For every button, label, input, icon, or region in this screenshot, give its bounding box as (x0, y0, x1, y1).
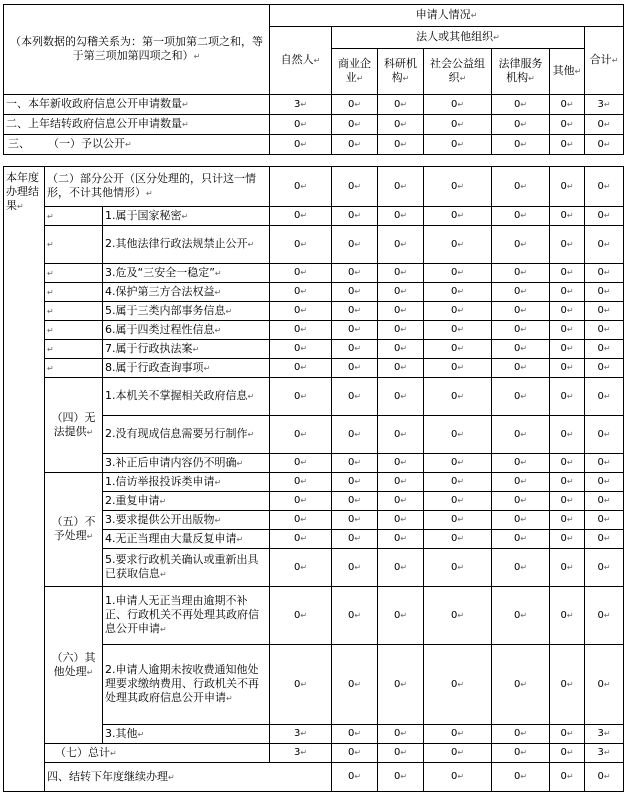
cell: 0 ↵ (332, 378, 378, 416)
cell: 0 ↵ (424, 763, 492, 792)
cell: 0 ↵ (270, 167, 332, 207)
cell: 0 ↵ (492, 511, 550, 530)
cell: 0 ↵ (378, 511, 424, 530)
cell: 0 ↵ (585, 454, 624, 473)
row-label: （二）部分公开（区分处理的，只计这一情形，不计其他情形） ↵ (45, 167, 270, 207)
cell: 0 ↵ (332, 511, 378, 530)
cell: 0 ↵ (550, 645, 585, 725)
cell: 0 ↵ (550, 511, 585, 530)
cell: 0 ↵ (492, 473, 550, 492)
row-label: 8.属于行政查询事项 ↵ (103, 359, 270, 378)
cell: 0 ↵ (332, 763, 378, 792)
cell: 0 ↵ (424, 302, 492, 321)
cell: 0 ↵ (585, 511, 624, 530)
group-label: （六）其他处理 ↵ (45, 587, 103, 744)
cell: 0 ↵ (424, 744, 492, 763)
col-legal-service: 法律服务机构 ↵ (492, 49, 550, 95)
cell: 0 ↵ (424, 645, 492, 725)
cell: 0 ↵ (550, 135, 585, 155)
cell: 0 ↵ (492, 492, 550, 511)
cell: 0 ↵ (585, 473, 624, 492)
cell: 0 ↵ (378, 167, 424, 207)
cell: 0 ↵ (424, 725, 492, 744)
cell: 0 ↵ (492, 725, 550, 744)
table-row (4, 135, 624, 155)
cell: 0 ↵ (378, 264, 424, 283)
cell: 3 ↵ (270, 95, 332, 115)
table-row (4, 587, 624, 645)
col-natural-person: 自然人 ↵ (270, 27, 332, 95)
cell: 0 ↵ (550, 264, 585, 283)
cell: 0 ↵ (270, 115, 332, 135)
cell: 0 ↵ (424, 454, 492, 473)
side-label: 本年度办理结果 ↵ (4, 167, 45, 792)
cell: 0 ↵ (492, 264, 550, 283)
cell: 0 ↵ (585, 492, 624, 511)
table-row (4, 95, 624, 115)
cell: 0 ↵ (270, 416, 332, 454)
group-label: （四）无法提供 ↵ (45, 378, 103, 473)
cell: 0 ↵ (492, 115, 550, 135)
cell: 0 ↵ (585, 207, 624, 226)
cell: 0 ↵ (270, 454, 332, 473)
cell: 0 ↵ (424, 283, 492, 302)
col-legal-group: 法人或其他组织 ↵ (332, 27, 585, 49)
cell: 0 ↵ (332, 587, 378, 645)
cell: 0 ↵ (492, 321, 550, 340)
cell: 0 ↵ (585, 135, 624, 155)
cell: 0 ↵ (332, 744, 378, 763)
cell: 0 ↵ (270, 340, 332, 359)
row-label: 1.属于国家秘密 ↵ (103, 207, 270, 226)
table-row (4, 226, 624, 264)
cell: 0 ↵ (550, 321, 585, 340)
cell: 0 ↵ (492, 378, 550, 416)
cell: 0 ↵ (332, 473, 378, 492)
cell: 0 ↵ (550, 95, 585, 115)
cell: 0 ↵ (270, 511, 332, 530)
cell: 0 ↵ (424, 587, 492, 645)
group-cell (45, 359, 103, 378)
cell: 0 ↵ (492, 135, 550, 155)
cell: 0 ↵ (378, 587, 424, 645)
row-label: 3.补正后申请内容仍不明确 ↵ (103, 454, 270, 473)
cell: 0 ↵ (492, 763, 550, 792)
cell: 0 ↵ (492, 283, 550, 302)
group-cell (45, 302, 103, 321)
cell: 0 ↵ (270, 492, 332, 511)
cell: 0 ↵ (270, 473, 332, 492)
row-label: 1.本机关不掌握相关政府信息 ↵ (103, 378, 270, 416)
row-label: 2.其他法律行政法规禁止公开 ↵ (103, 226, 270, 264)
cell: 0 ↵ (585, 378, 624, 416)
table-row (4, 283, 624, 302)
cell: 0 ↵ (550, 492, 585, 511)
cell: 0 ↵ (585, 587, 624, 645)
cell: 0 ↵ (378, 226, 424, 264)
table-row (4, 359, 624, 378)
cell: 0 ↵ (332, 454, 378, 473)
cell: 0 ↵ (550, 549, 585, 587)
table-row (4, 321, 624, 340)
cell: 0 ↵ (585, 226, 624, 264)
cell: 0 ↵ (424, 530, 492, 549)
cell: 0 ↵ (585, 340, 624, 359)
cell: 0 ↵ (378, 378, 424, 416)
row-label: 1.申请人无正当理由逾期不补正、行政机关不再处理其政府信息公开申请 ↵ (103, 587, 270, 645)
cell: 0 ↵ (270, 549, 332, 587)
cell: 0 ↵ (378, 645, 424, 725)
cell: 0 ↵ (550, 587, 585, 645)
cell: 0 ↵ (550, 378, 585, 416)
cell: 0 ↵ (550, 226, 585, 264)
cell: 0 ↵ (424, 95, 492, 115)
cell: 0 ↵ (332, 645, 378, 725)
header-note: （本列数据的勾稽关系为：第一项加第二项之和，等于第三项加第四项之和） ↵ (4, 5, 270, 95)
cell: 0 ↵ (378, 115, 424, 135)
cell: 0 ↵ (424, 340, 492, 359)
cell: 0 ↵ (550, 340, 585, 359)
cell: 0 ↵ (378, 763, 424, 792)
cell: 0 ↵ (550, 167, 585, 207)
cell: 0 ↵ (492, 359, 550, 378)
cell: 0 ↵ (378, 473, 424, 492)
col-other: 其他 ↵ (550, 49, 585, 95)
cell: 0 ↵ (378, 207, 424, 226)
table-row (4, 207, 624, 226)
row-label: 3.要求提供公开出版物 ↵ (103, 511, 270, 530)
cell: 0 ↵ (332, 321, 378, 340)
cell: 0 ↵ (378, 95, 424, 115)
cell: 3 ↵ (585, 725, 624, 744)
table-row (4, 340, 624, 359)
cell: 0 ↵ (424, 264, 492, 283)
cell: 0 ↵ (492, 95, 550, 115)
cell: 0 ↵ (550, 454, 585, 473)
cell: 0 ↵ (332, 207, 378, 226)
cell: 0 ↵ (550, 115, 585, 135)
cell: 0 ↵ (332, 340, 378, 359)
cell: 0 ↵ (270, 645, 332, 725)
row-label: 1.信访举报投诉类申请 ↵ (103, 473, 270, 492)
cell: 0 ↵ (332, 359, 378, 378)
cell: 0 ↵ (585, 416, 624, 454)
cell: 0 ↵ (270, 530, 332, 549)
cell: 0 ↵ (270, 587, 332, 645)
cell: 0 ↵ (378, 725, 424, 744)
cell: 0 ↵ (270, 264, 332, 283)
cell: 0 ↵ (492, 587, 550, 645)
cell: 0 ↵ (378, 302, 424, 321)
cell: 0 ↵ (270, 302, 332, 321)
group-cell (45, 321, 103, 340)
cell: 0 ↵ (550, 530, 585, 549)
row-label: 二、上年结转政府信息公开申请数量 ↵ (4, 115, 270, 135)
cell: 0 ↵ (332, 549, 378, 587)
cell: 3 ↵ (585, 95, 624, 115)
group-cell (45, 207, 103, 226)
row-label: 2.申请人逾期未按收费通知他处理要求缴纳费用、行政机关不再处理其政府信息公开申请 ↵ (103, 645, 270, 725)
cell: 0 ↵ (270, 226, 332, 264)
row-label: （七）总计 ↵ (45, 744, 270, 763)
cell: 0 ↵ (492, 645, 550, 725)
cell: 0 ↵ (378, 492, 424, 511)
col-commercial: 商业企业 ↵ (332, 49, 378, 95)
cell: 0 ↵ (378, 454, 424, 473)
row-label (4, 135, 270, 155)
table-row (4, 744, 624, 763)
cell: 0 ↵ (424, 511, 492, 530)
cell: 0 ↵ (585, 549, 624, 587)
cell: 0 ↵ (492, 340, 550, 359)
col-social: 社会公益组织 ↵ (424, 49, 492, 95)
cell: 0 ↵ (424, 226, 492, 264)
cell: 0 ↵ (424, 416, 492, 454)
cell: 0 ↵ (585, 645, 624, 725)
cell: 0 ↵ (492, 416, 550, 454)
cell: 0 ↵ (332, 226, 378, 264)
table-row (4, 264, 624, 283)
group-cell (45, 283, 103, 302)
cell: 0 ↵ (492, 549, 550, 587)
table-row (4, 115, 624, 135)
cell: 0 ↵ (378, 321, 424, 340)
cell: 0 ↵ (378, 359, 424, 378)
cell: 0 ↵ (378, 283, 424, 302)
cell: 0 ↵ (378, 135, 424, 155)
cell: 0 ↵ (424, 115, 492, 135)
cell: 0 ↵ (378, 530, 424, 549)
row-label: 7.属于行政执法案 ↵ (103, 340, 270, 359)
cell: 0 ↵ (585, 302, 624, 321)
cell: 0 ↵ (550, 744, 585, 763)
cell: 0 ↵ (585, 167, 624, 207)
cell: 0 ↵ (585, 115, 624, 135)
col-research: 科研机构 ↵ (378, 49, 424, 95)
cell: 0 ↵ (585, 763, 624, 792)
cell: 0 ↵ (550, 302, 585, 321)
cell: 0 ↵ (270, 378, 332, 416)
cell: 0 ↵ (492, 530, 550, 549)
cell: 0 ↵ (550, 473, 585, 492)
row-label: 2.没有现成信息需要另行制作 ↵ (103, 416, 270, 454)
cell: 0 ↵ (378, 416, 424, 454)
cell: 0 ↵ (424, 378, 492, 416)
cell: 0 ↵ (550, 725, 585, 744)
section-number: 三、 (8, 137, 30, 150)
cell: 0 ↵ (585, 283, 624, 302)
cell: 0 ↵ (332, 115, 378, 135)
cell: 0 ↵ (585, 321, 624, 340)
cell: 0 ↵ (424, 207, 492, 226)
cell: 0 ↵ (492, 167, 550, 207)
cell: 0 ↵ (270, 283, 332, 302)
row-label: 6.属于四类过程性信息 ↵ (103, 321, 270, 340)
cell: 0 ↵ (492, 744, 550, 763)
cell: 0 ↵ (424, 135, 492, 155)
cell: 0 ↵ (270, 359, 332, 378)
cell: 3 ↵ (270, 725, 332, 744)
cell: 0 ↵ (585, 359, 624, 378)
cell: 0 ↵ (270, 135, 332, 155)
row-label: 3.危及“三安全一稳定” ↵ (103, 264, 270, 283)
row-label: 2.重复申请 ↵ (103, 492, 270, 511)
row-sublabel: （一）予以公开 ↵ (48, 137, 132, 150)
table-row (4, 473, 624, 492)
cell: 0 ↵ (424, 492, 492, 511)
cell: 0 ↵ (332, 283, 378, 302)
cell: 0 ↵ (585, 264, 624, 283)
cell: 0 ↵ (492, 454, 550, 473)
cell: 0 ↵ (378, 340, 424, 359)
cell: 0 ↵ (550, 207, 585, 226)
cell: 0 ↵ (550, 283, 585, 302)
top-table (3, 4, 624, 155)
row-label: 3.其他 ↵ (103, 725, 270, 744)
group-cell (45, 226, 103, 264)
cell: 0 ↵ (332, 530, 378, 549)
cell: 0 ↵ (492, 226, 550, 264)
cell: 0 ↵ (270, 207, 332, 226)
cell: 0 ↵ (550, 763, 585, 792)
cell: 0 ↵ (332, 167, 378, 207)
cell: 0 ↵ (378, 549, 424, 587)
cell: 0 ↵ (332, 492, 378, 511)
cell: 0 ↵ (492, 302, 550, 321)
cell: 0 ↵ (492, 207, 550, 226)
cell: 0 ↵ (332, 95, 378, 115)
cell: 0 ↵ (332, 135, 378, 155)
row-label: 四、结转下年度继续办理 ↵ (45, 763, 332, 792)
cell: 0 ↵ (332, 416, 378, 454)
row-label: 4.保护第三方合法权益 ↵ (103, 283, 270, 302)
cell: 0 ↵ (550, 359, 585, 378)
group-cell (45, 340, 103, 359)
cell: 0 ↵ (270, 321, 332, 340)
header-title: 申请人情况 ↵ (270, 5, 624, 27)
table-row (4, 167, 624, 207)
cell: 0 ↵ (424, 473, 492, 492)
table-row (4, 763, 624, 792)
cell: 0 ↵ (424, 321, 492, 340)
table-row (4, 302, 624, 321)
cell: 0 ↵ (550, 416, 585, 454)
row-label: 4.无正当理由大量反复申请 ↵ (103, 530, 270, 549)
cell: 0 ↵ (332, 264, 378, 283)
cell: 3 ↵ (585, 744, 624, 763)
row-label: 一、本年新收政府信息公开申请数量 ↵ (4, 95, 270, 115)
cell: 0 ↵ (332, 302, 378, 321)
cell: 0 ↵ (424, 167, 492, 207)
cell: 0 ↵ (332, 725, 378, 744)
cell: 0 ↵ (585, 530, 624, 549)
col-total: 合计 ↵ (585, 27, 624, 95)
group-label: （五）不予处理 ↵ (45, 473, 103, 587)
row-label: 5.要求行政机关确认或重新出具已获取信息 ↵ (103, 549, 270, 587)
cell: 3 ↵ (270, 744, 332, 763)
result-table (3, 166, 624, 792)
cell: 0 ↵ (378, 744, 424, 763)
cell: 0 ↵ (424, 359, 492, 378)
group-cell (45, 264, 103, 283)
table-row (4, 378, 624, 416)
cell: 0 ↵ (424, 549, 492, 587)
row-label: 5.属于三类内部事务信息 ↵ (103, 302, 270, 321)
